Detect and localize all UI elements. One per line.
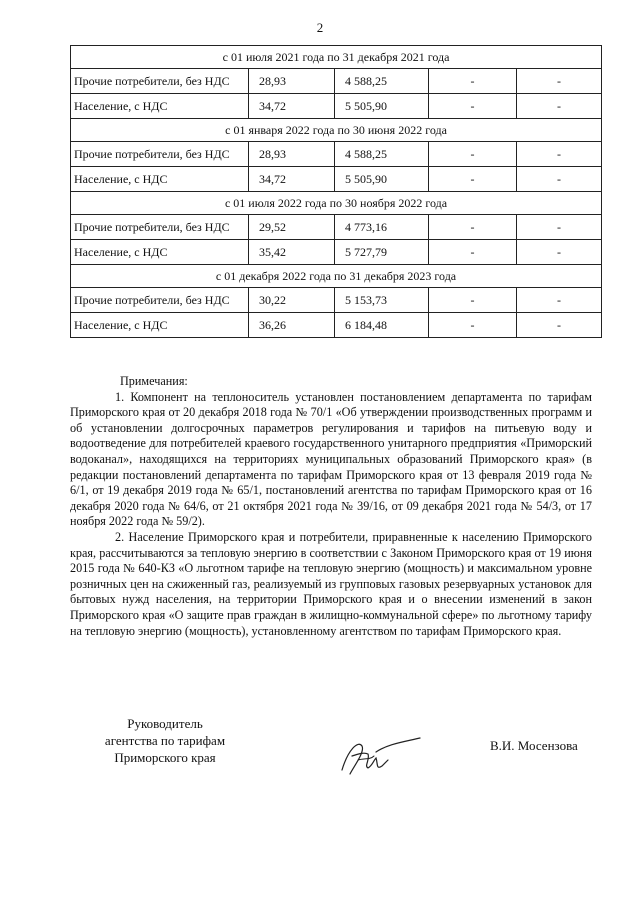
period-label: с 01 июля 2021 года по 31 декабря 2021 года — [71, 46, 602, 69]
table-row — [71, 215, 602, 240]
tariff-value: - — [517, 69, 602, 94]
note-2: 2. Население Приморского края и потребители, приравненные к населению Приморского края, рассчитываются за тепловую энергию в соответствии с Законом Приморского края от 19 июня 2015 года № 640-КЗ «О льготном тарифе на тепловую энергию (мощность) и максимальном уровне розничных цен на сжиженный газ, реализуемый из групповых газовых резервуарных установок для бытовых нужд населения, на территории Приморского края и о внесении изменений в закон Приморского края «О защите прав граждан в жилищно-коммунальной сфере» по льготному тарифу на тепловую энергию (мощность), установленному агентством по тарифам Приморского края. — [70, 529, 592, 638]
consumer-label: Прочие потребители, без НДС — [71, 69, 249, 94]
period-label: с 01 декабря 2022 года по 31 декабря 2023 года — [71, 265, 602, 288]
tariff-value: - — [429, 215, 517, 240]
tariff-value: 28,93 — [249, 69, 335, 94]
table-row — [71, 167, 602, 192]
tariff-value: 5 153,73 — [335, 288, 429, 313]
tariff-value: 30,22 — [249, 288, 335, 313]
consumer-label: Прочие потребители, без НДС — [71, 215, 249, 240]
table-row — [71, 94, 602, 119]
tariff-value: - — [429, 69, 517, 94]
tariff-value: - — [517, 215, 602, 240]
handwritten-signature — [328, 730, 428, 780]
signatory-title-line: агентства по тарифам — [104, 733, 226, 748]
tariff-value: - — [429, 142, 517, 167]
tariff-value: - — [517, 94, 602, 119]
tariff-value: 4 588,25 — [335, 142, 429, 167]
consumer-label: Население, с НДС — [71, 240, 249, 265]
tariff-value: 36,26 — [249, 313, 335, 338]
signatory-title-line: Приморского края — [114, 750, 216, 765]
period-row — [71, 192, 602, 215]
tariff-value: 5 727,79 — [335, 240, 429, 265]
period-row — [71, 265, 602, 288]
tariff-value: - — [429, 94, 517, 119]
tariff-value: - — [429, 313, 517, 338]
tariff-value: - — [517, 240, 602, 265]
page-number: 2 — [316, 20, 324, 35]
period-row — [71, 46, 602, 69]
consumer-label: Население, с НДС — [71, 313, 249, 338]
consumer-label: Прочие потребители, без НДС — [71, 288, 249, 313]
period-label: с 01 января 2022 года по 30 июня 2022 года — [71, 119, 602, 142]
tariff-value: - — [429, 288, 517, 313]
consumer-label: Население, с НДС — [71, 167, 249, 192]
table-row — [71, 142, 602, 167]
period-row — [71, 119, 602, 142]
tariff-table — [70, 45, 602, 338]
tariff-value: 5 505,90 — [335, 167, 429, 192]
notes-section — [70, 374, 592, 639]
tariff-value: 34,72 — [249, 94, 335, 119]
tariff-value: 35,42 — [249, 240, 335, 265]
table-row — [71, 313, 602, 338]
table-row — [71, 240, 602, 265]
signatory-title — [80, 715, 250, 766]
period-label: с 01 июля 2022 года по 30 ноября 2022 года — [71, 192, 602, 215]
tariff-value: - — [517, 142, 602, 167]
signatory-title-line: Руководитель — [127, 716, 203, 731]
tariff-value: 4 588,25 — [335, 69, 429, 94]
note-1: 1. Компонент на теплоноситель установлен постановлением департамента по тарифам Приморского края от 20 декабря 2018 года № 70/1 «Об утверждении производственных программ и об установлении долгосрочных параметров регулирования и тарифов на питьевую воду и водоотведение для потребителей краевого государственного унитарного предприятия «Приморский водоканал», находящихся на территориях муниципальных образований Приморского края» (в редакции постановлений департамента по тарифам Приморского края от 13 февраля 2019 года № 6/1, от 19 декабря 2019 года № 65/1, постановлений агентства по тарифам Приморского края от 16 декабря 2020 года № 64/6, от 21 октября 2021 года № 39/16, от 09 декабря 2021 года № 54/3, от 17 ноября 2022 года № 59/2). — [70, 389, 592, 529]
tariff-value: - — [517, 167, 602, 192]
tariff-value: 29,52 — [249, 215, 335, 240]
consumer-label: Население, с НДС — [71, 94, 249, 119]
tariff-value: 6 184,48 — [335, 313, 429, 338]
table-row — [71, 69, 602, 94]
signatory-name: В.И. Мосензова — [490, 738, 578, 753]
tariff-value: 5 505,90 — [335, 94, 429, 119]
table-row — [71, 288, 602, 313]
tariff-value: 4 773,16 — [335, 215, 429, 240]
consumer-label: Прочие потребители, без НДС — [71, 142, 249, 167]
notes-heading: Примечания: — [120, 374, 188, 388]
tariff-value: 28,93 — [249, 142, 335, 167]
tariff-value: 34,72 — [249, 167, 335, 192]
tariff-value: - — [429, 240, 517, 265]
tariff-value: - — [517, 288, 602, 313]
tariff-value: - — [517, 313, 602, 338]
tariff-value: - — [429, 167, 517, 192]
